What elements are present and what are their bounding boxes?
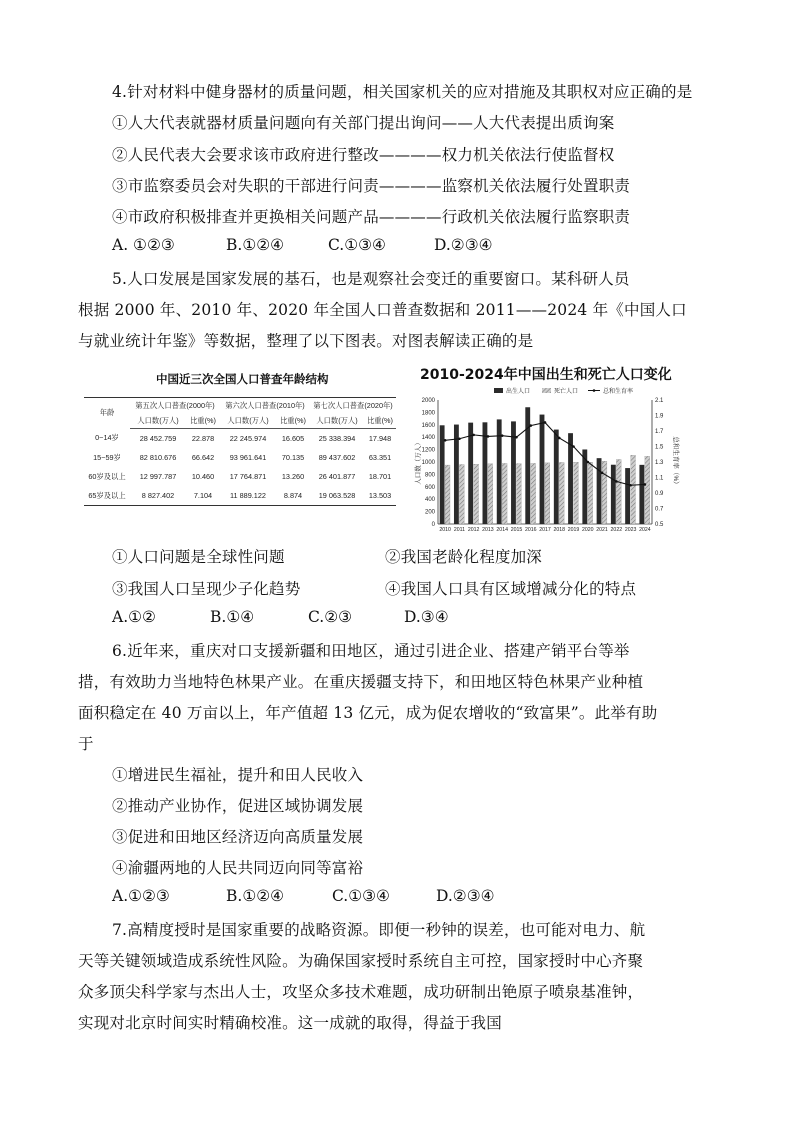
- death-bar: [445, 465, 450, 524]
- q7-stem-line-4: 实现对北京时间实时精确校准。这一成就的取得，得益于我国: [78, 1014, 502, 1032]
- q4-choice-d[interactable]: D.②③④: [434, 236, 493, 254]
- x-tick-label: 2011: [453, 527, 465, 533]
- table-cell: 28 452.759: [139, 434, 177, 443]
- table-census-header-6: 第六次人口普查(2010年): [225, 400, 305, 410]
- fertility-point: [587, 461, 590, 464]
- death-bar: [502, 463, 507, 524]
- birth-death-chart: [410, 384, 682, 542]
- birth-bar: [639, 465, 644, 524]
- death-bar: [616, 459, 621, 524]
- birth-bar: [440, 425, 445, 524]
- y-tick-label: 2000: [421, 398, 435, 404]
- x-tick-label: 2018: [553, 527, 566, 533]
- death-bar: [531, 463, 536, 524]
- q5-stem-line-3: 与就业统计年鉴》等数据，整理了以下图表。对图表解读正确的是: [78, 332, 534, 350]
- death-bar: [488, 464, 493, 524]
- fertility-point: [572, 445, 575, 448]
- table-cell: 70.135: [281, 453, 305, 462]
- table-subheader: 比重(%): [186, 413, 220, 429]
- death-bar: [588, 462, 593, 524]
- table-cell: 89 437.602: [318, 453, 356, 462]
- q5-option-1: ①人口问题是全球性问题: [112, 548, 285, 566]
- table-census-header-5: 第五次人口普查(2000年): [135, 400, 215, 410]
- x-tick-label: 2012: [467, 527, 480, 533]
- birth-bar: [597, 458, 602, 524]
- x-tick-label: 2023: [624, 527, 637, 533]
- q4-option-3: ③市监察委员会对失职的干部进行问责————监察机关依法履行处置职责: [112, 177, 631, 195]
- table-row: [84, 448, 396, 467]
- birth-bar: [611, 465, 616, 524]
- birth-bar: [525, 407, 530, 524]
- table-cell-age: 65岁及以上: [84, 486, 130, 506]
- q6-option-4: ④渝疆两地的人民共同迈向同等富裕: [112, 859, 364, 877]
- fertility-point: [629, 484, 632, 487]
- q4-choices: [112, 236, 493, 254]
- x-tick-label: 2020: [582, 527, 594, 533]
- death-bar: [645, 456, 650, 524]
- table-age-header: 年龄: [99, 408, 115, 418]
- fertility-point: [515, 436, 518, 439]
- q7-stem-line-3: 众多顶尖科学家与杰出人士，攻坚众多技术难题，成功研制出铯原子喷泉基准钟，: [78, 983, 644, 1001]
- q5-stem-line-1: 5.人口发展是国家发展的基石，也是观察社会变迁的重要窗口。某科研人员: [112, 270, 630, 288]
- legend-birth-swatch: [494, 388, 503, 393]
- q4-option-1: ①人大代表就器材质量问题向有关部门提出询问——人大代表提出质询案: [112, 114, 615, 132]
- fertility-point: [558, 437, 561, 440]
- q6-choice-d[interactable]: D.②③④: [436, 887, 495, 905]
- birth-bar: [540, 415, 545, 524]
- q6-choice-c[interactable]: C.①③④: [332, 887, 390, 905]
- table-cell: 13.503: [364, 486, 396, 506]
- q6-option-2: ②推动产业协作，促进区域协调发展: [112, 797, 364, 815]
- table-cell: 25 338.394: [318, 434, 356, 443]
- q6-choice-b[interactable]: B.①②④: [226, 887, 285, 905]
- table-cell: 10.460: [191, 472, 215, 481]
- birth-bar: [483, 422, 488, 524]
- fertility-point: [615, 480, 618, 483]
- table-cell: 66.642: [191, 453, 215, 462]
- x-tick-label: 2021: [596, 527, 608, 533]
- x-tick-label: 2024: [639, 527, 651, 533]
- table-subheader: 人口数(万人): [220, 413, 276, 429]
- q4-option-4: ④市政府积极排查并更换相关问题产品————行政机关依法履行监察职责: [112, 208, 631, 226]
- fertility-point: [472, 434, 475, 437]
- table-cell: 26 401.877: [318, 472, 356, 481]
- x-tick-label: 2017: [539, 527, 551, 533]
- x-tick-label: 2013: [482, 527, 494, 533]
- q5-option-3: ③我国人口呈现少子化趋势: [112, 580, 301, 598]
- table-cell: 12 997.787: [139, 472, 177, 481]
- fertility-point: [644, 483, 647, 486]
- q5-choices: [112, 608, 449, 626]
- y2-tick-label: 1.9: [655, 413, 664, 420]
- death-bar: [459, 464, 464, 524]
- y-tick-label: 1400: [421, 435, 435, 442]
- census-age-table: [84, 397, 396, 506]
- q4-option-2: ②人民代表大会要求该市政府进行整改————权力机关依法行使监督权: [112, 146, 615, 164]
- table-cell: 63.351: [368, 453, 392, 462]
- fertility-point: [544, 421, 547, 424]
- q5-option-4: ④我国人口具有区域增减分化的特点: [385, 580, 637, 598]
- y2-axis-title: 总和生育率（%）: [672, 436, 679, 488]
- table-cell: 19 063.528: [310, 486, 364, 506]
- y2-tick-label: 1.3: [655, 460, 664, 466]
- y-tick-label: 600: [424, 484, 435, 491]
- q6-option-3: ③促进和田地区经济迈向高质量发展: [112, 828, 364, 846]
- table-cell: 17.948: [368, 434, 392, 443]
- q6-option-1: ①增进民生福祉，提升和田人民收入: [112, 766, 364, 784]
- legend-death-label: 死亡人口: [554, 389, 579, 395]
- legend-death-swatch: [542, 388, 551, 393]
- x-tick-label: 2019: [567, 527, 580, 533]
- q6-stem-line-2: 措，有效助力当地特色林果产业。在重庆援疆支持下，和田地区特色林果产业种植: [78, 673, 644, 691]
- table-subheader: 比重(%): [276, 413, 310, 429]
- y-tick-label: 800: [424, 472, 435, 479]
- q7-stem-line-1: 7.高精度授时是国家重要的战略资源。即便一秒钟的误差，也可能对电力、航: [112, 921, 646, 939]
- table-cell: 17 764.871: [229, 472, 267, 481]
- table-cell: 18.701: [368, 472, 392, 481]
- q7-stem-line-2: 天等关键领域造成系统性风险。为确保国家授时系统自主可控，国家授时中心齐聚: [78, 952, 644, 970]
- y-axis-title: 人口数（万人）: [415, 439, 422, 485]
- birth-bar: [497, 419, 502, 524]
- table-cell-age: 60岁及以上: [88, 471, 126, 481]
- birth-bar: [625, 468, 630, 524]
- table-subheader: 人口数(万人): [310, 413, 364, 429]
- chart-title: 2010-2024年中国出生和死亡人口变化: [420, 367, 672, 383]
- y-tick-label: 1200: [421, 447, 435, 454]
- y2-tick-label: 0.7: [655, 506, 664, 513]
- table-subheader: 比重(%): [364, 413, 396, 429]
- death-bar: [545, 463, 550, 524]
- death-bar: [516, 464, 521, 524]
- table-cell: 8 827.402: [130, 486, 186, 506]
- q6-choice-a[interactable]: A.①②③: [112, 887, 170, 905]
- y2-tick-label: 1.5: [655, 444, 664, 451]
- q5-choice-d[interactable]: D.③④: [404, 608, 449, 626]
- birth-bar: [468, 423, 473, 524]
- y-tick-label: 1000: [421, 460, 435, 466]
- birth-bar: [554, 430, 559, 524]
- q6-stem-line-4: 于: [78, 735, 94, 753]
- y-tick-label: 0: [431, 522, 435, 528]
- legend-fertility-label: 总和生育率: [603, 389, 634, 395]
- table-title: 中国近三次全国人口普查年龄结构: [156, 372, 329, 386]
- table-cell: 16.605: [281, 434, 305, 443]
- birth-bar: [568, 433, 573, 524]
- fertility-point: [444, 439, 447, 442]
- q5-stem-line-2: 根据 2000 年、2010 年、2020 年全国人口普查数据和 2011——2024 年《中国人口: [78, 301, 687, 319]
- table-cell: 11 889.122: [220, 486, 276, 506]
- fertility-point: [529, 424, 532, 427]
- table-cell: 22.878: [191, 434, 215, 443]
- q4-stem: 4.针对材料中健身器材的质量问题，相关国家机关的应对措施及其职权对应正确的是: [112, 83, 693, 101]
- table-row: [84, 429, 396, 449]
- q5-choice-b[interactable]: B.①④: [210, 608, 255, 626]
- table-row: [84, 467, 396, 486]
- fertility-point: [487, 435, 490, 438]
- table-cell-age: 0~14岁: [95, 433, 119, 443]
- y2-tick-label: 0.9: [655, 491, 664, 497]
- q5-choice-a[interactable]: A.①②: [112, 608, 156, 626]
- table-cell: 13.260: [281, 472, 305, 481]
- y2-tick-label: 2.1: [655, 398, 664, 404]
- x-tick-label: 2010: [439, 527, 451, 533]
- q5-choice-c[interactable]: C.②③: [308, 608, 353, 626]
- table-subheader: 人口数(万人): [130, 413, 186, 429]
- table-row: [84, 486, 396, 506]
- y2-tick-label: 0.5: [655, 522, 664, 528]
- x-tick-label: 2015: [510, 527, 523, 533]
- table-cell: 82 810.676: [139, 453, 177, 462]
- q4-choice-c[interactable]: C.①③④: [328, 236, 386, 254]
- death-bar: [559, 462, 564, 524]
- y2-tick-label: 1.7: [655, 429, 664, 435]
- death-bar: [474, 464, 479, 524]
- table-cell-age: 15~59岁: [93, 452, 121, 462]
- x-tick-label: 2016: [524, 527, 537, 533]
- table-cell: 93 961.641: [229, 453, 267, 462]
- table-cell: 7.104: [186, 486, 220, 506]
- x-tick-label: 2014: [496, 527, 508, 533]
- death-bar: [574, 462, 579, 524]
- table-census-header-7: 第七次人口普查(2020年): [313, 400, 393, 410]
- q4-choice-b[interactable]: B.①②④: [226, 236, 285, 254]
- legend-fertility-marker: [593, 389, 596, 392]
- x-tick-label: 2022: [610, 527, 623, 533]
- table-cell: 22 245.974: [229, 434, 267, 443]
- q5-option-2: ②我国老龄化程度加深: [385, 548, 543, 566]
- y-tick-label: 200: [424, 509, 435, 516]
- y2-tick-label: 1.1: [655, 475, 664, 482]
- y-tick-label: 1600: [421, 422, 435, 429]
- table-cell: 8.874: [276, 486, 310, 506]
- death-bar: [631, 455, 636, 524]
- y-tick-label: 1800: [421, 410, 435, 417]
- death-bar: [602, 461, 607, 524]
- fertility-point: [458, 437, 461, 440]
- fertility-point: [601, 472, 604, 475]
- q4-choice-a[interactable]: A. ①②③: [112, 236, 175, 254]
- fertility-point: [501, 434, 504, 437]
- y-tick-label: 400: [424, 497, 435, 504]
- q6-stem-line-3: 面积稳定在 40 万亩以上，年产值超 13 亿元，成为促农增收的“致富果”。此举有助: [78, 704, 658, 722]
- legend-birth-label: 出生人口: [506, 389, 531, 395]
- q6-choices: [112, 887, 495, 905]
- q6-stem-line-1: 6.近年来，重庆对口支援新疆和田地区，通过引进企业、搭建产销平台等举: [112, 642, 630, 660]
